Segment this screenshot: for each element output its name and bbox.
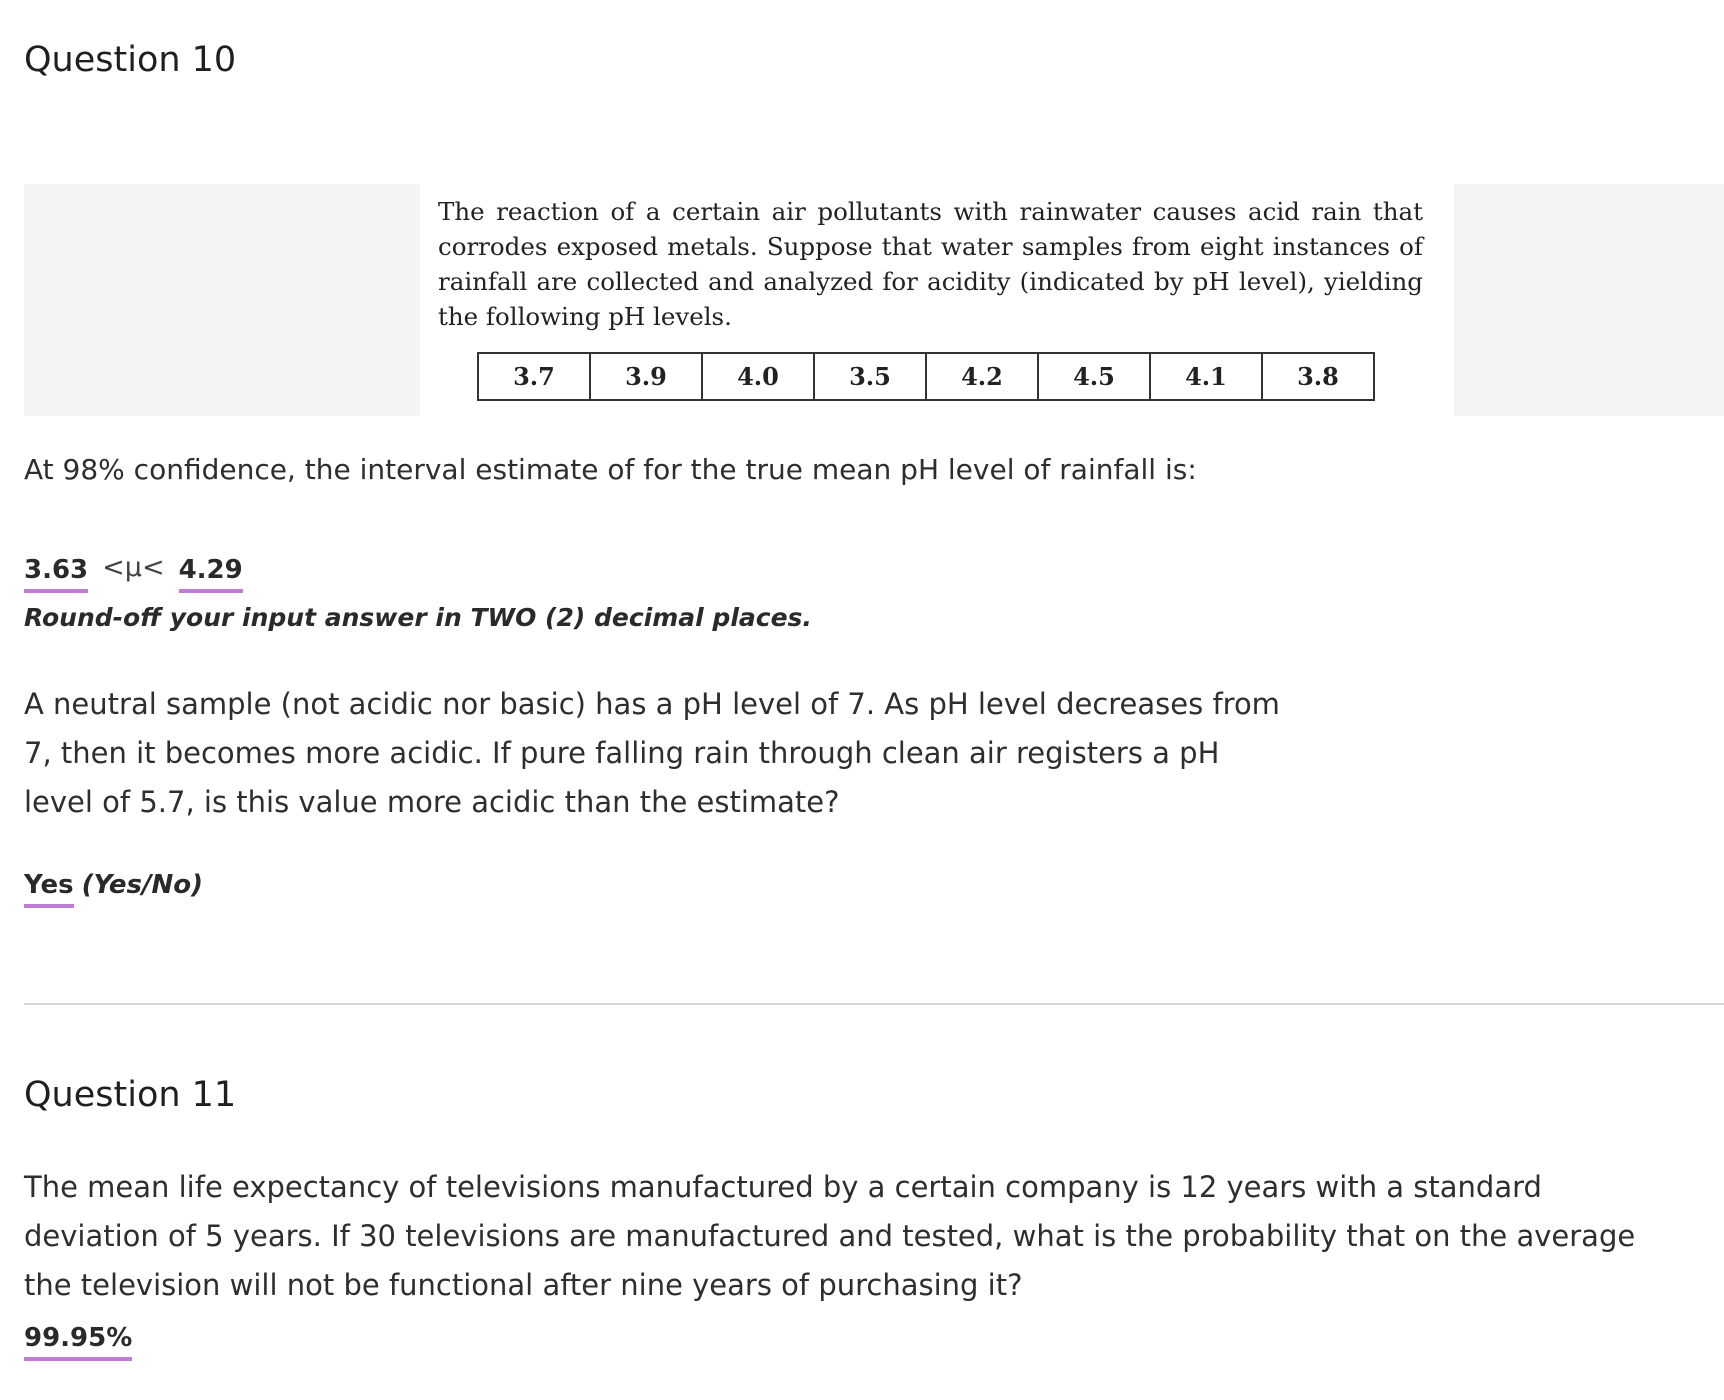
lower-bound-answer[interactable]: 3.63 — [24, 555, 88, 593]
question-11-answer[interactable]: 99.95% — [24, 1323, 132, 1361]
question-divider — [24, 1003, 1724, 1005]
upper-bound-answer[interactable]: 4.29 — [179, 555, 243, 593]
ph-levels-row — [478, 353, 1374, 400]
image-problem-text: The reaction of a certain air pollutants with rainwater causes acid rain that corrodes exposed metals. Suppose that water samples from eight instances of rainfall are collected and analyzed for acidity (indicated by pH level), yielding the following pH levels. — [438, 197, 1423, 331]
ph-value-cell: 4.2 — [926, 353, 1038, 400]
yes-no-answer[interactable]: Yes — [24, 870, 74, 908]
question-11-prompt: The mean life expectancy of televisions manufactured by a certain company is 12 years with a standard deviation of 5 years. If 30 televisions are manufactured and tested, what is the probability that on the average the television will not be functional after nine years of purchasing it? — [24, 1170, 1636, 1302]
question-10-followup: A neutral sample (not acidic nor basic) has a pH level of 7. As pH level decreases from 7, then it becomes more acidic. If pure falling rain through clean air registers a pH level of 5.7, is this value more acidic than the estimate? — [24, 687, 1280, 819]
yes-no-answer-row — [24, 870, 203, 908]
ph-value-cell: 4.0 — [702, 353, 814, 400]
ph-value-cell: 3.9 — [590, 353, 702, 400]
question-10-prompt: At 98% confidence, the interval estimate of for the true mean pH level of rainfall is: — [24, 453, 1197, 486]
question-11-title: Question 11 — [24, 1075, 237, 1115]
ph-value-cell: 3.7 — [478, 353, 590, 400]
ph-value-cell: 3.5 — [814, 353, 926, 400]
question-10-image-content — [420, 184, 1454, 416]
ph-levels-table — [477, 352, 1375, 401]
mu-inequality-symbol: <μ< — [102, 552, 165, 583]
question-11-answer-wrapper — [24, 1323, 132, 1361]
question-10-image — [24, 184, 1724, 416]
yes-no-hint: (Yes/No) — [81, 870, 204, 900]
ph-value-cell: 3.8 — [1262, 353, 1374, 400]
question-10-title: Question 10 — [24, 40, 237, 80]
interval-answer-row — [24, 552, 243, 593]
rounding-note: Round-off your input answer in TWO (2) decimal places. — [24, 603, 812, 632]
ph-value-cell: 4.1 — [1150, 353, 1262, 400]
ph-value-cell: 4.5 — [1038, 353, 1150, 400]
